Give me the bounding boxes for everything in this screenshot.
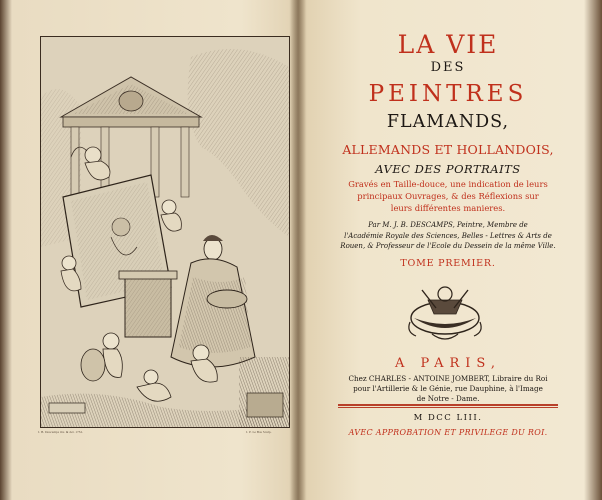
author-line: Par M. J. B. DESCAMPS, Peintre, Membre de [368, 221, 528, 229]
author-line: Rouen, & Professeur de l'Ecole du Dessein de la même Ville. [340, 242, 556, 250]
frontispiece-page [8, 6, 292, 496]
publisher-line: Chez CHARLES - ANTOINE JOMBERT, Libraire du Roi [348, 374, 548, 383]
printers-vignette-icon [404, 278, 486, 346]
title-line-peintres: PEINTRES [368, 81, 528, 107]
imprint-rule-thin [338, 407, 558, 408]
engraving-caption-designer: J. B. Descamps inv. & del. 1752. [38, 430, 84, 434]
publisher-statement [302, 374, 594, 404]
imprint-place: A PARIS, [395, 356, 501, 371]
title-line-des: DES [430, 60, 466, 75]
title-line-allemands: ALLEMANDS ET HOLLANDOIS, [342, 142, 554, 157]
frontispiece-engraving [40, 36, 290, 428]
engraving-description-line: leurs différentes manieres. [390, 203, 506, 213]
engraving-description-line: principaux Ouvrages, & des Réflexions sur [357, 191, 539, 201]
title-page [302, 6, 594, 496]
volume-label: TOME PREMIER. [400, 258, 496, 269]
imprint-date: M DCC LIII. [413, 413, 483, 423]
author-line: l'Académie Royale des Sciences, Belles - Lettres & Arts de [344, 231, 552, 240]
title-line-flamands: FLAMANDS, [386, 112, 510, 132]
engraving-description [302, 178, 594, 214]
title-line-portraits: AVEC DES PORTRAITS [375, 162, 521, 176]
engraving-description-line: Gravés en Taille-douce, une indication de leurs [348, 179, 548, 189]
title-line-la-vie: LA VIE [397, 30, 499, 59]
imprint-rule [338, 404, 558, 406]
author-statement [302, 220, 594, 252]
publisher-line: pour l'Artillerie & le Génie, rue Dauphine, à l'Image [353, 384, 543, 393]
publisher-line: de Notre - Dame. [416, 394, 480, 403]
engraving-illustration [41, 37, 289, 427]
royal-privilege: AVEC APPROBATION ET PRIVILEGE DU ROI. [348, 428, 548, 437]
engraving-caption-engraver: J. P. Le Bas Sculp. [246, 430, 272, 434]
